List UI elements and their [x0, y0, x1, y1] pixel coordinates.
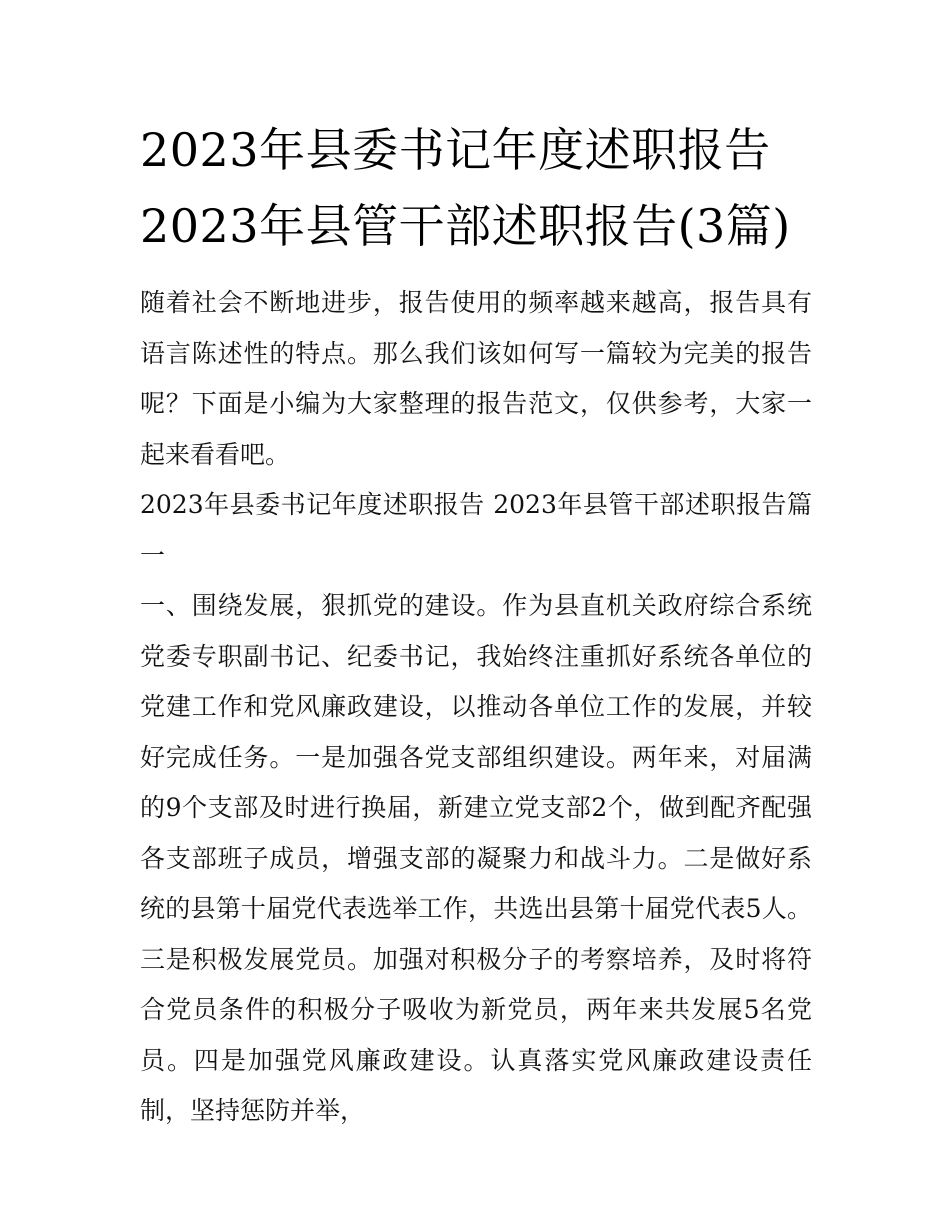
body-paragraph: 一、围绕发展，狠抓党的建设。作为县直机关政府综合系统党委专职副书记、纪委书记，我始终注重抓好系统各单位的党建工作和党风廉政建设，以推动各单位工作的发展，并较好完成任务。一是加强各党支部组织建设。两年来，对届满的9个支部及时进行换届，新建立党支部2个，做到配齐配强各支部班子成员，增强支部的凝聚力和战斗力。二是做好系统的县第十届党代表选举工作，共选出县第十届党代表5人。三是积极发展党员。加强对积极分子的考察培养，及时将符合党员条件的积极分子吸收为新党员，两年来共发展5名党员。四是加强党风廉政建设。认真落实党风廉政建设责任制，坚持惩防并举， — [140, 591, 812, 1125]
title-line-1: 2023年县委书记年度述职报告 — [140, 123, 771, 177]
document-title — [140, 112, 812, 264]
document-content — [140, 112, 812, 1137]
title-line-2: 2023年县管干部述职报告(3篇) — [140, 199, 791, 253]
section-heading: 2023年县委书记年度述职报告 2023年县管干部述职报告篇一 — [140, 490, 812, 570]
intro-paragraph: 随着社会不断地进步，报告使用的频率越来越高，报告具有语言陈述性的特点。那么我们该如何写一篇较为完美的报告呢？下面是小编为大家整理的报告范文，仅供参考，大家一起来看看吧。 — [140, 288, 812, 469]
